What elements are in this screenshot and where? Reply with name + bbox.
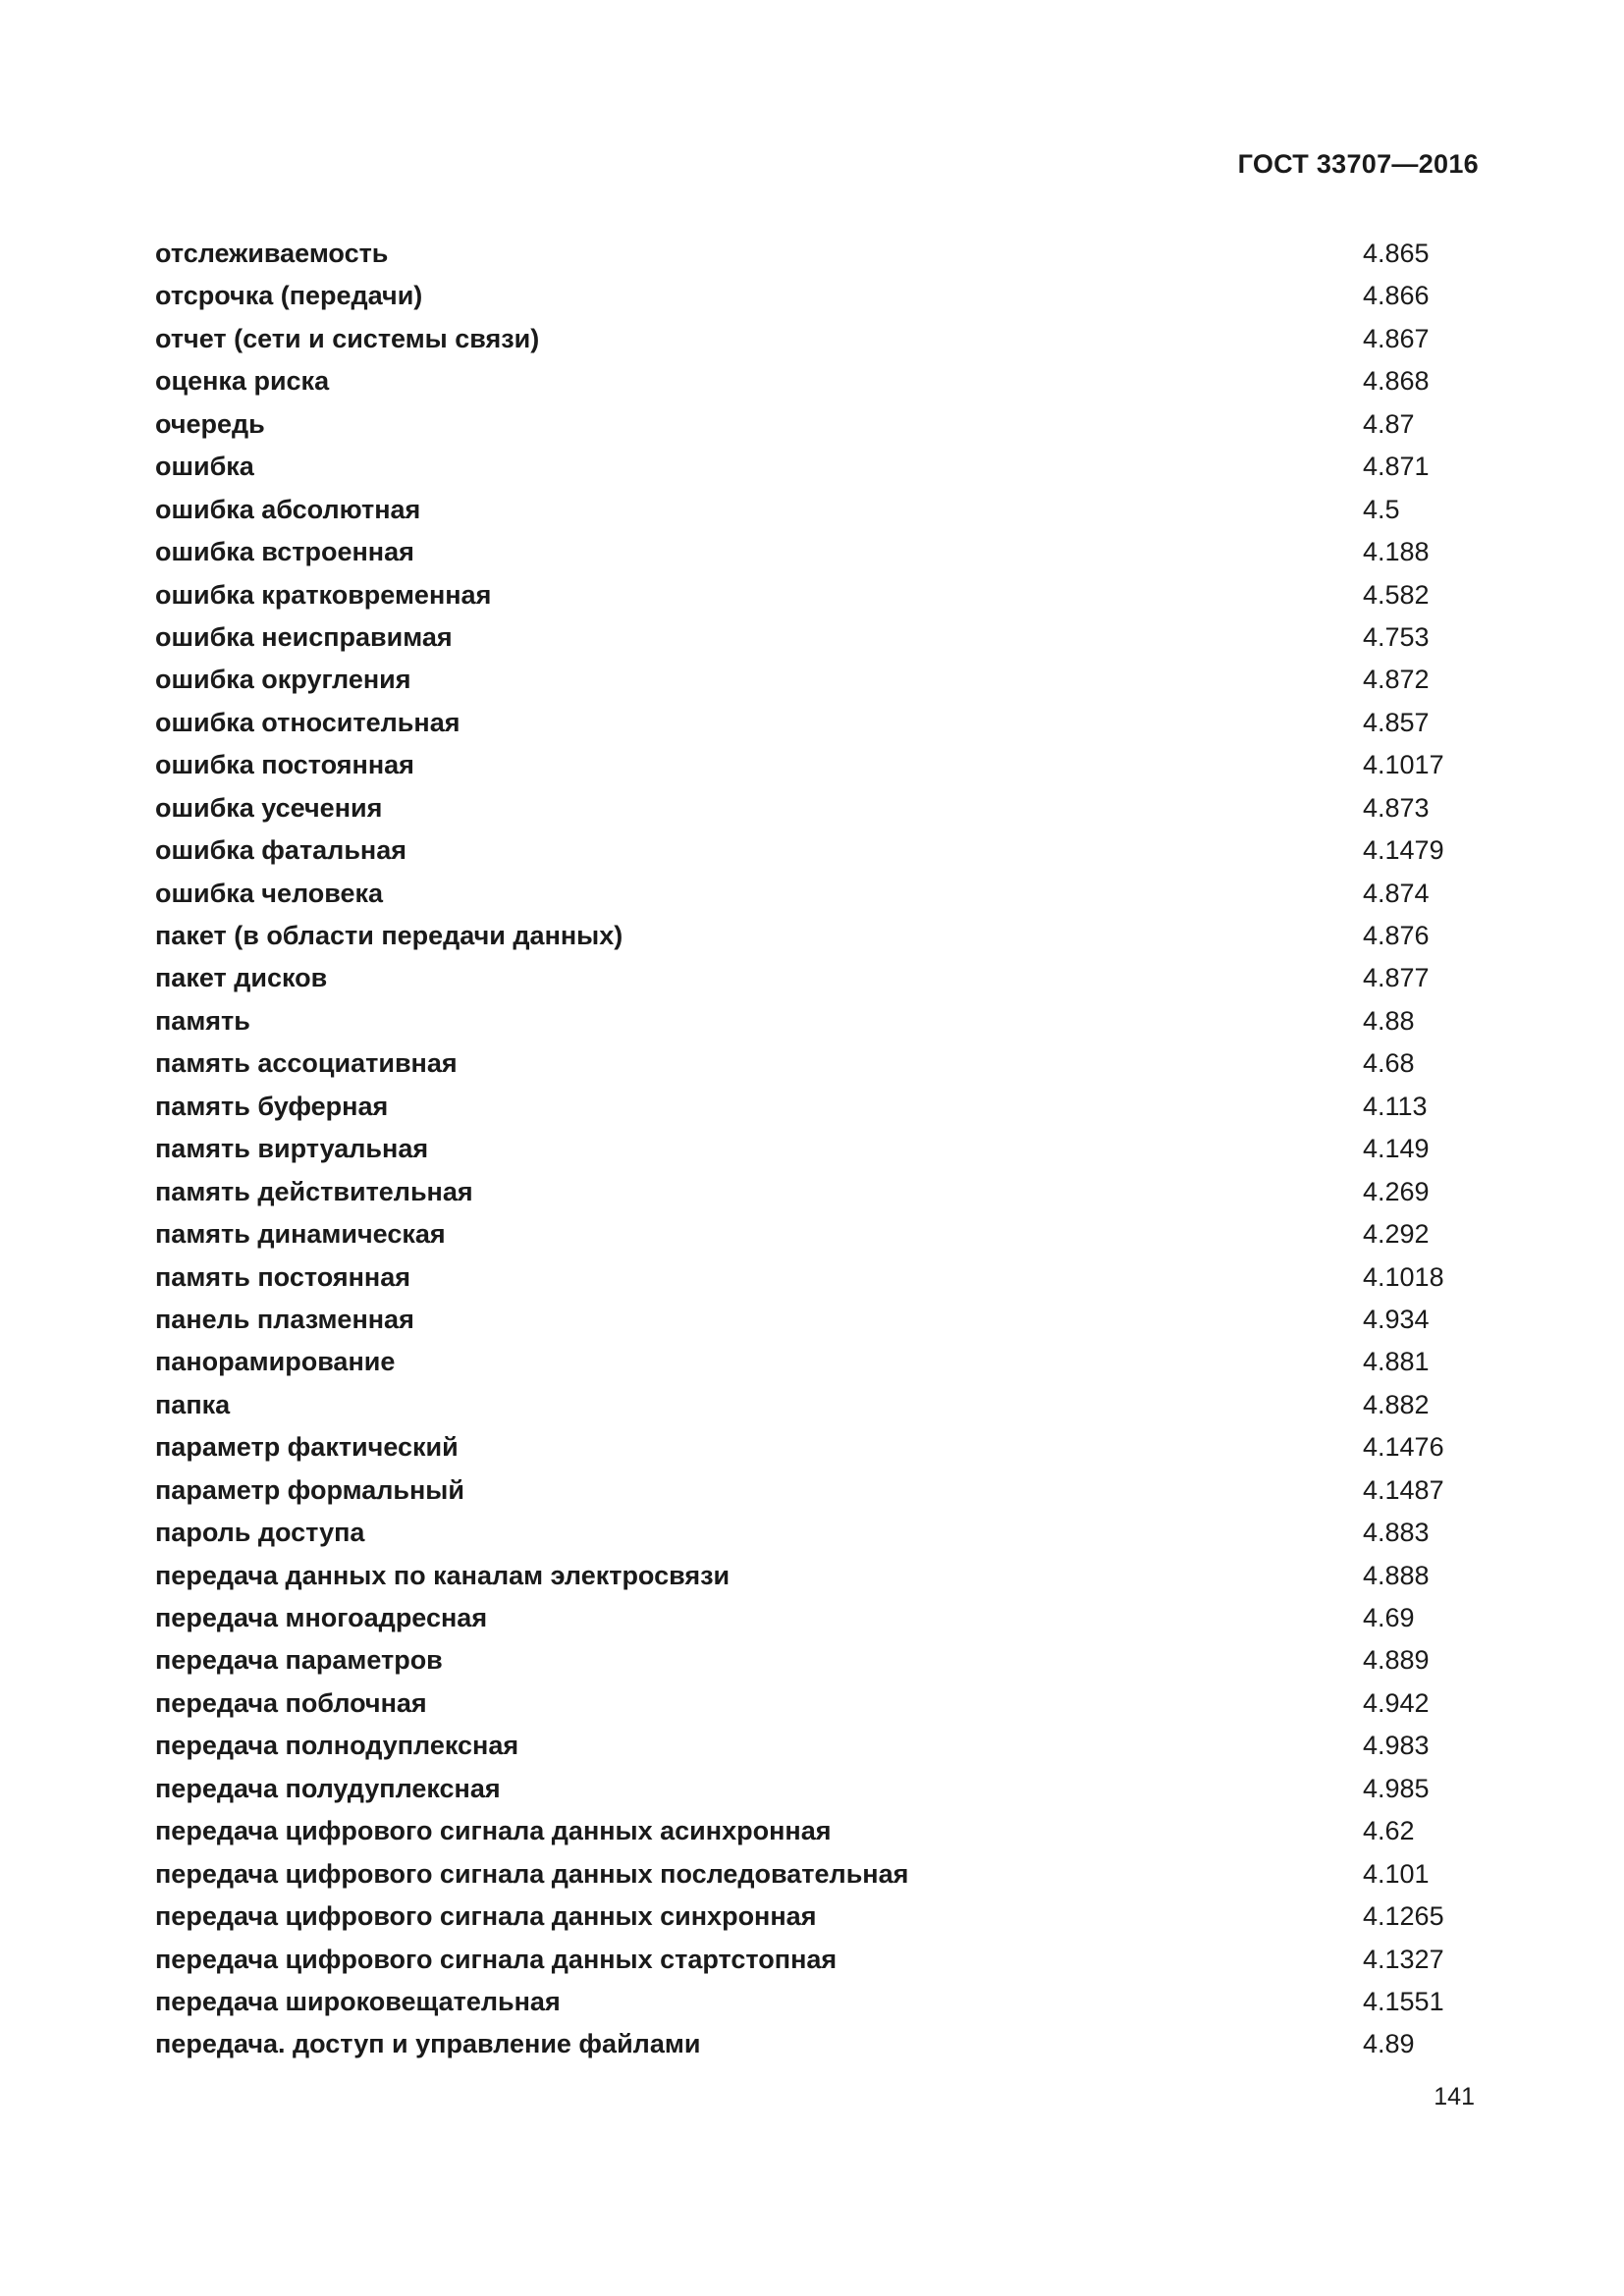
index-reference-number: 4.883 xyxy=(1363,1518,1430,1548)
index-reference-number: 4.62 xyxy=(1363,1816,1415,1846)
index-term: отчет (сети и системы связи) xyxy=(155,323,540,353)
index-term: память xyxy=(155,1005,250,1036)
index-entry-row xyxy=(155,873,1490,915)
index-term: параметр формальный xyxy=(155,1474,464,1505)
index-reference-number: 4.68 xyxy=(1363,1048,1415,1079)
index-entry-row xyxy=(155,1853,1490,1896)
index-term: передача полнодуплексная xyxy=(155,1731,519,1761)
index-entry-row xyxy=(155,1426,1490,1468)
term-index-list xyxy=(155,233,1490,2066)
index-reference-number: 4.1018 xyxy=(1363,1261,1444,1292)
index-term: ошибка встроенная xyxy=(155,537,414,567)
index-term: ошибка xyxy=(155,452,254,482)
index-term: ошибка неисправимая xyxy=(155,621,453,652)
index-entry-row xyxy=(155,1299,1490,1341)
document-code-header: ГОСТ 33707—2016 xyxy=(1237,149,1479,179)
index-term: параметр фактический xyxy=(155,1432,459,1463)
index-term: отслеживаемость xyxy=(155,239,389,268)
index-reference-number: 4.87 xyxy=(1363,408,1415,439)
index-entry-row xyxy=(155,1725,1490,1767)
index-entry-row xyxy=(155,616,1490,659)
index-entry-row xyxy=(155,1597,1490,1639)
index-reference-number: 4.888 xyxy=(1363,1560,1430,1590)
index-reference-number: 4.934 xyxy=(1363,1304,1430,1334)
index-reference-number: 4.876 xyxy=(1363,921,1430,950)
index-term: ошибка усечения xyxy=(155,792,383,823)
index-reference-number: 4.985 xyxy=(1363,1773,1430,1803)
index-term: пакет дисков xyxy=(155,963,328,993)
index-reference-number: 4.188 xyxy=(1363,537,1430,567)
index-entry-row xyxy=(155,531,1490,573)
index-term: ошибка относительная xyxy=(155,707,460,737)
index-term: передача полудуплексная xyxy=(155,1773,501,1803)
index-term: передача параметров xyxy=(155,1645,443,1676)
index-reference-number: 4.1327 xyxy=(1363,1944,1444,1974)
index-reference-number: 4.753 xyxy=(1363,621,1430,652)
page-number: 141 xyxy=(1434,2083,1475,2110)
index-entry-row xyxy=(155,275,1490,317)
index-entry-row xyxy=(155,1171,1490,1213)
index-term: передача. доступ и управление файлами xyxy=(155,2029,701,2059)
index-term: пакет (в области передачи данных) xyxy=(155,921,623,950)
index-reference-number: 4.873 xyxy=(1363,792,1430,823)
index-term: память ассоциативная xyxy=(155,1048,458,1079)
index-entry-row xyxy=(155,957,1490,999)
index-reference-number: 4.69 xyxy=(1363,1603,1415,1632)
index-entry-row xyxy=(155,1512,1490,1554)
index-term: ошибка кратковременная xyxy=(155,579,492,610)
index-entry-row xyxy=(155,446,1490,488)
index-term: память буферная xyxy=(155,1091,389,1121)
index-reference-number: 4.1476 xyxy=(1363,1432,1444,1463)
index-reference-number: 4.877 xyxy=(1363,963,1430,993)
index-term: ошибка округления xyxy=(155,665,411,695)
index-entry-row xyxy=(155,1981,1490,2023)
index-term: передача цифрового сигнала данных последовательная xyxy=(155,1858,909,1889)
index-entry-row xyxy=(155,2023,1490,2065)
index-entry-row xyxy=(155,1555,1490,1597)
index-reference-number: 4.292 xyxy=(1363,1219,1430,1250)
index-term: передача данных по каналам электросвязи xyxy=(155,1560,731,1590)
index-reference-number: 4.868 xyxy=(1363,366,1430,397)
index-reference-number: 4.1017 xyxy=(1363,750,1444,780)
index-reference-number: 4.269 xyxy=(1363,1176,1430,1206)
index-reference-number: 4.865 xyxy=(1363,239,1430,268)
index-entry-row xyxy=(155,1810,1490,1852)
index-term: папка xyxy=(155,1389,231,1419)
index-entry-row xyxy=(155,744,1490,786)
index-term: память постоянная xyxy=(155,1261,410,1292)
index-entry-row xyxy=(155,829,1490,872)
index-entry-row xyxy=(155,489,1490,531)
index-entry-row xyxy=(155,1086,1490,1128)
index-entry-row xyxy=(155,360,1490,402)
index-term: передача широковещательная xyxy=(155,1986,561,2016)
index-reference-number: 4.983 xyxy=(1363,1731,1430,1761)
index-entry-row xyxy=(155,1768,1490,1810)
index-entry-row xyxy=(155,659,1490,701)
index-term: передача цифрового сигнала данных асинхронная xyxy=(155,1816,832,1846)
index-reference-number: 4.5 xyxy=(1363,494,1400,524)
index-entry-row xyxy=(155,403,1490,446)
index-term: ошибка человека xyxy=(155,878,384,908)
index-term: ошибка фатальная xyxy=(155,835,407,866)
index-entry-row xyxy=(155,233,1490,275)
index-reference-number: 4.889 xyxy=(1363,1645,1430,1676)
index-term: передача поблочная xyxy=(155,1687,427,1718)
index-term: память действительная xyxy=(155,1176,473,1206)
index-term: ошибка постоянная xyxy=(155,750,414,780)
index-term: передача цифрового сигнала данных синхронная xyxy=(155,1901,817,1932)
index-entry-row xyxy=(155,702,1490,744)
index-entry-row xyxy=(155,1469,1490,1512)
index-term: оценка риска xyxy=(155,366,330,397)
index-reference-number: 4.942 xyxy=(1363,1687,1430,1718)
index-entry-row xyxy=(155,1682,1490,1725)
index-reference-number: 4.1479 xyxy=(1363,835,1444,866)
index-reference-number: 4.89 xyxy=(1363,2029,1415,2059)
index-reference-number: 4.1487 xyxy=(1363,1474,1444,1505)
index-term: передача цифрового сигнала данных стартстопная xyxy=(155,1944,838,1974)
index-reference-number: 4.874 xyxy=(1363,878,1430,908)
index-entry-row xyxy=(155,1128,1490,1170)
index-entry-row xyxy=(155,1042,1490,1085)
index-term: очередь xyxy=(155,408,265,439)
index-entry-row xyxy=(155,574,1490,616)
index-reference-number: 4.871 xyxy=(1363,452,1430,482)
index-entry-row xyxy=(155,1213,1490,1255)
index-term: панель плазменная xyxy=(155,1304,414,1334)
index-reference-number: 4.881 xyxy=(1363,1347,1430,1377)
index-entry-row xyxy=(155,1896,1490,1938)
index-reference-number: 4.149 xyxy=(1363,1134,1430,1164)
index-reference-number: 4.1551 xyxy=(1363,1986,1444,2016)
index-reference-number: 4.867 xyxy=(1363,323,1430,353)
index-entry-row xyxy=(155,1000,1490,1042)
index-entry-row xyxy=(155,915,1490,957)
index-term: передача многоадресная xyxy=(155,1603,488,1632)
index-reference-number: 4.882 xyxy=(1363,1389,1430,1419)
index-reference-number: 4.872 xyxy=(1363,665,1430,695)
index-reference-number: 4.866 xyxy=(1363,281,1430,311)
index-term: пароль доступа xyxy=(155,1518,365,1548)
index-entry-row xyxy=(155,318,1490,360)
index-entry-row xyxy=(155,1639,1490,1682)
index-entry-row xyxy=(155,1256,1490,1299)
index-entry-row xyxy=(155,1341,1490,1383)
index-term: панорамирование xyxy=(155,1347,396,1377)
index-entry-row xyxy=(155,1384,1490,1426)
index-term: ошибка абсолютная xyxy=(155,494,421,524)
index-entry-row xyxy=(155,1939,1490,1981)
index-reference-number: 4.857 xyxy=(1363,707,1430,737)
index-reference-number: 4.113 xyxy=(1363,1091,1428,1121)
index-term: память виртуальная xyxy=(155,1134,429,1164)
index-term: отсрочка (передачи) xyxy=(155,281,423,311)
index-reference-number: 4.88 xyxy=(1363,1005,1415,1036)
index-term: память динамическая xyxy=(155,1219,446,1250)
index-entry-row xyxy=(155,787,1490,829)
index-reference-number: 4.1265 xyxy=(1363,1901,1444,1932)
index-reference-number: 4.582 xyxy=(1363,579,1430,610)
index-reference-number: 4.101 xyxy=(1363,1858,1430,1889)
